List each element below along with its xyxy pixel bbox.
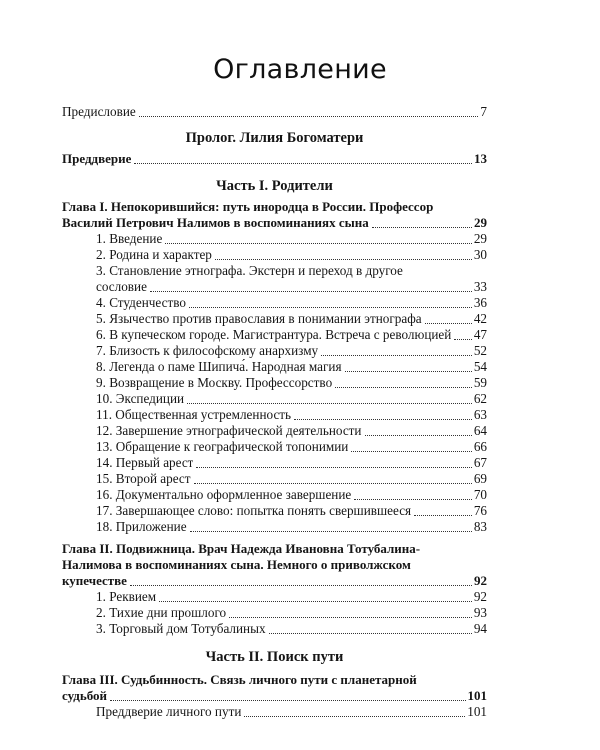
toc-entry[interactable] [96, 589, 487, 605]
entry-page: 76 [473, 503, 487, 518]
entry-label: 11. Общественная устремленность [96, 407, 292, 422]
entry-page: 7 [480, 104, 487, 119]
toc-entry-chapter2[interactable] [62, 573, 487, 589]
chapter2-title-line2: Налимова в воспоминаниях сына. Немного о приволжском [62, 557, 411, 572]
dot-leader [110, 699, 465, 701]
dot-leader [244, 715, 465, 717]
toc-entry-prologue[interactable] [62, 151, 487, 167]
entry-label: Предисловие [62, 104, 136, 119]
toc-entry[interactable] [96, 471, 487, 487]
entry-label: 4. Студенчество [96, 295, 186, 310]
entry-label: 13. Обращение к географической топонимии [96, 439, 349, 454]
dot-leader [345, 370, 472, 372]
dot-leader [372, 226, 472, 228]
entry-label: 9. Возвращение в Москву. Профессорство [96, 375, 333, 390]
entry-label: Василий Петрович Налимов в воспоминаниях сына [62, 215, 369, 230]
toc-entry[interactable] [96, 247, 487, 263]
entry-label: сословие [96, 279, 147, 294]
entry-label: Преддверие [62, 151, 132, 166]
entry-page: 30 [473, 247, 487, 262]
dot-leader [321, 354, 472, 356]
entry-label: 15. Второй арест [96, 471, 191, 486]
toc-entry-chapter3[interactable] [62, 688, 487, 704]
entry-label: 16. Документально оформленное завершение [96, 487, 352, 502]
part1-heading: Часть I. Родители [216, 178, 333, 194]
dot-leader [425, 322, 472, 324]
dot-leader [189, 306, 472, 308]
entry-label: 3. Торговый дом Тотубалиных [96, 621, 266, 636]
dot-leader [414, 514, 472, 516]
toc-entry[interactable] [96, 439, 487, 455]
entry-page: 47 [473, 327, 487, 342]
toc-entry[interactable] [96, 605, 487, 621]
dot-leader [454, 338, 471, 340]
toc-entry-preface[interactable] [62, 104, 487, 120]
entry-page: 29 [474, 215, 487, 230]
entry-label: 8. Легенда о паме Шипича́. Народная магия [96, 359, 342, 374]
entry-page: 92 [473, 589, 487, 604]
entry-label: 2. Тихие дни прошлого [96, 605, 227, 620]
entry-label: 12. Завершение этнографической деятельности [96, 423, 362, 438]
entry-page: 54 [473, 359, 487, 374]
dot-leader [229, 616, 472, 618]
entry-label: купечестве [62, 573, 127, 588]
dot-leader [187, 402, 472, 404]
dot-leader [134, 162, 472, 164]
entry-page: 29 [473, 231, 487, 246]
prologue-heading: Пролог. Лилия Богоматери [185, 130, 364, 146]
entry-page: 66 [473, 439, 487, 454]
entry-label: Преддверие личного пути [96, 704, 242, 719]
chapter1-title-line1: Глава I. Непокорившийся: путь инородца в России. Профессор [62, 199, 434, 214]
entry-page: 36 [473, 295, 487, 310]
entry-page: 101 [467, 688, 487, 703]
toc-entry[interactable] [96, 519, 487, 535]
entry-label: 7. Близость к философскому анархизму [96, 343, 319, 358]
toc-entry[interactable] [96, 279, 487, 295]
dot-leader [294, 418, 472, 420]
entry-page: 94 [473, 621, 487, 636]
entry-label: 18. Приложение [96, 519, 187, 534]
toc-entry[interactable] [96, 407, 487, 423]
toc-entry[interactable] [96, 343, 487, 359]
entry-page: 67 [473, 455, 487, 470]
entry-page: 101 [467, 704, 487, 719]
toc-entry[interactable] [96, 295, 487, 311]
chapter2-title-line1: Глава II. Подвижница. Врач Надежда Ивановна Тотубалина- [62, 541, 421, 556]
dot-leader [335, 386, 472, 388]
toc-entry[interactable] [96, 327, 487, 343]
entry-label: 6. В купеческом городе. Магистрантура. Встреча с революцией [96, 327, 452, 342]
dot-leader [165, 242, 471, 244]
dot-leader [215, 258, 472, 260]
entry-label-line1: 3. Становление этнографа. Экстерн и переход в другое [96, 263, 403, 278]
toc-entry[interactable] [96, 231, 487, 247]
entry-label: судьбой [62, 688, 108, 703]
entry-page: 59 [473, 375, 487, 390]
entry-page: 64 [473, 423, 487, 438]
entry-label: 14. Первый арест [96, 455, 194, 470]
entry-label: 2. Родина и характер [96, 247, 212, 262]
toc-entry[interactable] [96, 621, 487, 637]
entry-page: 93 [473, 605, 487, 620]
entry-page: 62 [473, 391, 487, 406]
dot-leader [194, 482, 472, 484]
dot-leader [351, 450, 471, 452]
dot-leader [150, 290, 472, 292]
entry-page: 33 [473, 279, 487, 294]
entry-label: 1. Введение [96, 231, 163, 246]
entry-page: 69 [473, 471, 487, 486]
dot-leader [365, 434, 472, 436]
entry-page: 63 [473, 407, 487, 422]
dot-leader [196, 466, 471, 468]
entry-page: 13 [474, 151, 487, 166]
entry-page: 83 [473, 519, 487, 534]
dot-leader [190, 530, 472, 532]
toc-entry[interactable] [96, 503, 487, 519]
entry-page: 42 [473, 311, 487, 326]
entry-page: 70 [473, 487, 487, 502]
toc-entry[interactable] [96, 391, 487, 407]
dot-leader [354, 498, 472, 500]
toc-entry[interactable] [96, 311, 487, 327]
dot-leader [269, 632, 472, 634]
toc-entry[interactable] [96, 375, 487, 391]
dot-leader [130, 584, 472, 586]
toc-entry[interactable] [96, 455, 487, 471]
part2-heading: Часть II. Поиск пути [205, 649, 344, 665]
entry-page: 92 [474, 573, 487, 588]
entry-label: 5. Язычество против православия в понимании этнографа [96, 311, 422, 326]
entry-label: 17. Завершающее слово: попытка понять свершившееся [96, 503, 412, 518]
page-title: Оглавление [213, 54, 387, 85]
dot-leader [139, 115, 479, 117]
dot-leader [159, 600, 472, 602]
entry-label: 10. Экспедиции [96, 391, 185, 406]
toc-entry[interactable] [96, 359, 487, 375]
toc-entry[interactable] [96, 487, 487, 503]
entry-label: 1. Реквием [96, 589, 157, 604]
toc-entry[interactable] [96, 423, 487, 439]
toc-entry[interactable] [96, 704, 487, 720]
entry-page: 52 [473, 343, 487, 358]
chapter3-title-line1: Глава III. Судьбинность. Связь личного пути с планетарной [62, 672, 417, 687]
toc-entry-chapter1[interactable] [62, 215, 487, 231]
